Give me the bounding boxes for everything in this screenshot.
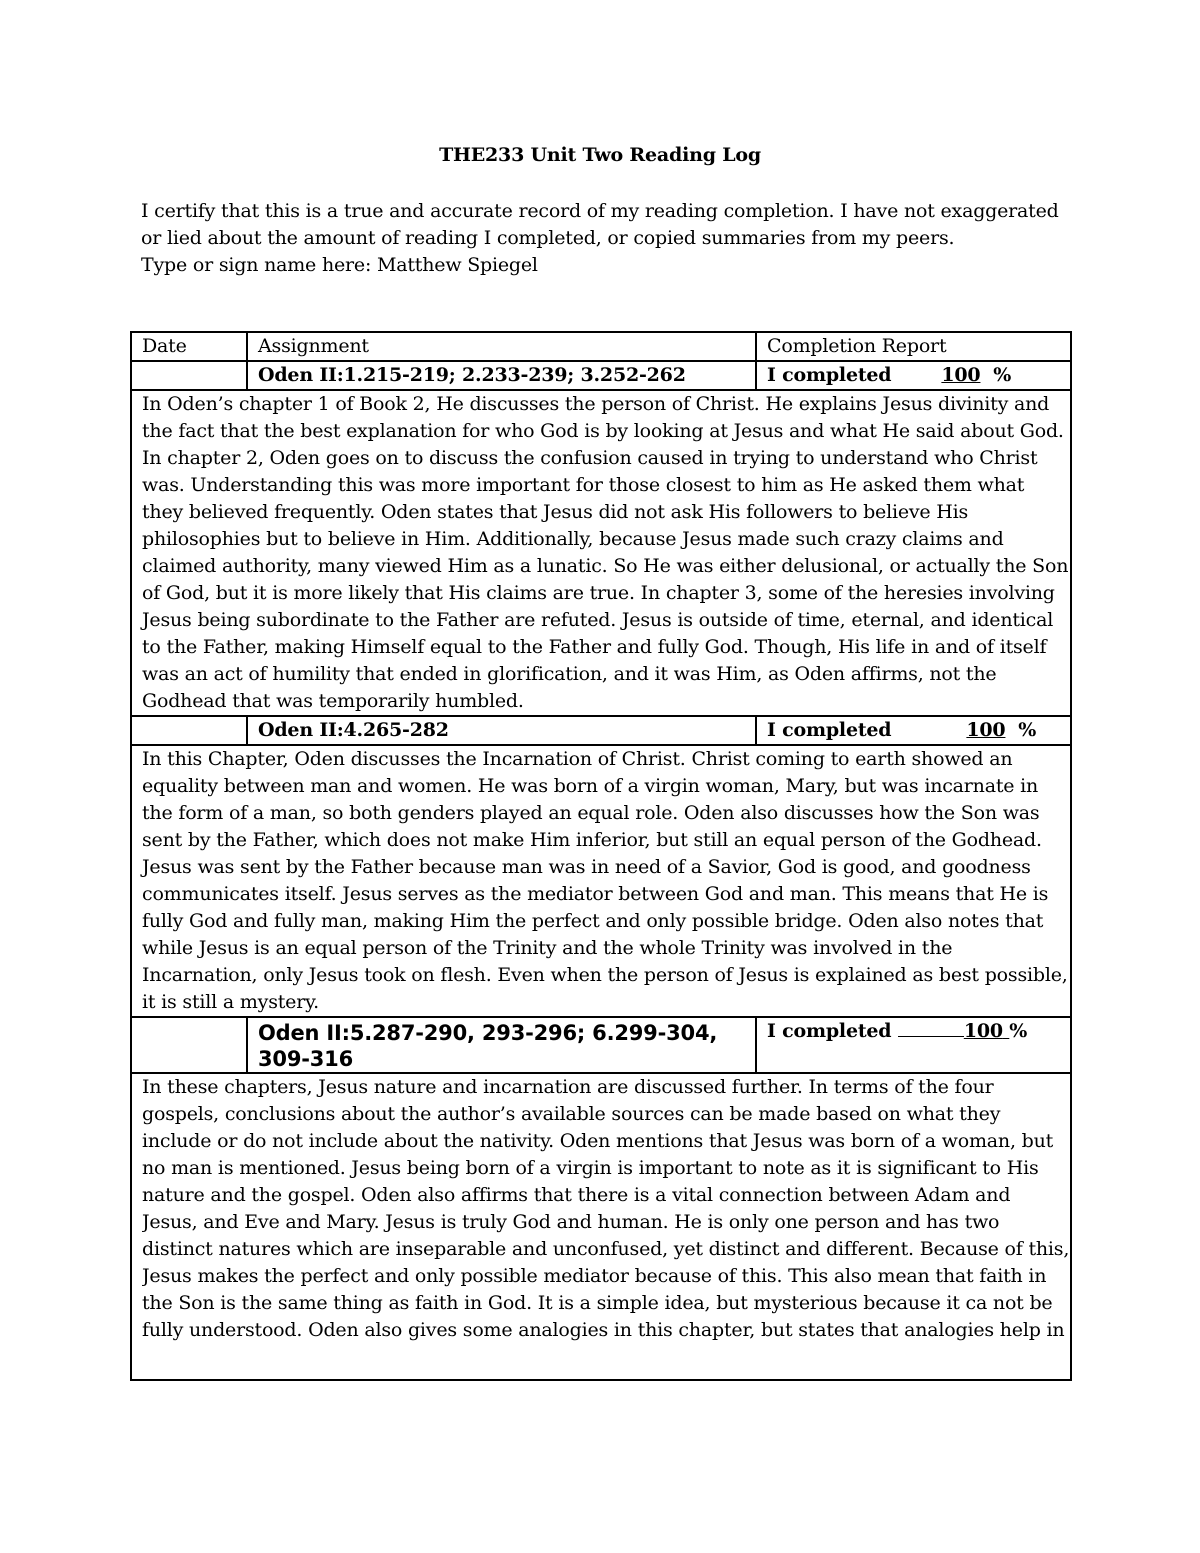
completed-label: I completed xyxy=(767,364,892,386)
entry-date xyxy=(131,716,247,745)
entry-summary: In this Chapter, Oden discusses the Incarnation of Christ. Christ coming to earth showed an equality between man and women. He was born of a virgin woman, Mary, but was incarnate in the form of a man, so both genders played an equal role. Oden also discusses how the Son was sent by the Father, which does not make Him inferior, but still an equal person of the Godhead. Jesus was sent by the Father because man was in need of a Savior, God is good, and goodness communicates itself. Jesus serves as the mediator between God and man. This means that He is fully God and fully man, making Him the perfect and only possible bridge. Oden also notes that while Jesus is an equal person of the Trinity and the whole Trinity was involved in the Incarnation, only Jesus took on flesh. Even when the person of Jesus is explained as best possible, it is still a mystery. xyxy=(131,745,1071,1017)
header-completion-report: Completion Report xyxy=(756,332,1071,361)
entry-assignment: Oden II:4.265-282 xyxy=(247,716,756,745)
percent-sign: % xyxy=(1018,719,1037,741)
table-row xyxy=(131,716,1071,745)
table-row xyxy=(131,361,1071,390)
table-row xyxy=(131,745,1071,1017)
table-row xyxy=(131,1073,1071,1380)
entry-assignment: Oden II:1.215-219; 2.233-239; 3.252-262 xyxy=(247,361,756,390)
header-date: Date xyxy=(131,332,247,361)
reading-log-table xyxy=(130,331,1072,1381)
blank-line xyxy=(898,1020,964,1037)
signature-line: Type or sign name here: Matthew Spiegel xyxy=(141,254,538,276)
header-assignment: Assignment xyxy=(247,332,756,361)
entry-summary-cell xyxy=(131,1073,1071,1380)
entry-summary: In Oden’s chapter 1 of Book 2, He discusses the person of Christ. He explains Jesus divinity and the fact that the best explanation for who God is by looking at Jesus and what He said about God. In chapter 2, Oden goes on to discuss the confusion caused in trying to understand who Christ was. Understanding this was more important for those closest to him as He asked them what they believed frequently. Oden states that Jesus did not ask His followers to believe His philosophies but to believe in Him. Additionally, because Jesus made such crazy claims and claimed authority, many viewed Him as a lunatic. So He was either delusional, or actually the Son of God, but it is more likely that His claims are true. In chapter 3, some of the heresies involving Jesus being subordinate to the Father are refuted. Jesus is outside of time, eternal, and identical to the Father, making Himself equal to the Father and fully God. Though, His life in and of itself was an act of humility that ended in glorification, and it was Him, as Oden affirms, not the Godhead that was temporarily humbled. xyxy=(131,390,1071,716)
table-row xyxy=(131,1017,1071,1073)
entry-assignment: Oden II:5.287-290, 293-296; 6.299-304, 309-316 xyxy=(247,1017,756,1073)
certification-statement xyxy=(141,198,1071,279)
percent-sign: % xyxy=(1009,1020,1028,1042)
table-header-row xyxy=(131,332,1071,361)
entry-date xyxy=(131,361,247,390)
completion-percent: 100 xyxy=(963,1020,1003,1042)
percent-sign: % xyxy=(993,364,1012,386)
entry-summary: In these chapters, Jesus nature and incarnation are discussed further. In terms of the four gospels, conclusions about the author’s available sources can be made based on what they include or do not include about the nativity. Oden mentions that Jesus was born of a woman, but no man is mentioned. Jesus being born of a virgin is important to note as it is significant to His nature and the gospel. Oden also affirms that there is a vital connection between Adam and Jesus, and Eve and Mary. Jesus is truly God and human. He is only one person and has two distinct natures which are inseparable and unconfused, yet distinct and different. Because of this, Jesus makes the perfect and only possible mediator because of this. This also mean that faith in the Son is the same thing as faith in God. It is a simple idea, but mysterious because it ca not be fully understood. Oden also gives some analogies in this chapter, but states that analogies help in xyxy=(142,1076,1070,1341)
entry-date xyxy=(131,1017,247,1073)
table-row xyxy=(131,390,1071,716)
completion-percent: 100 xyxy=(941,364,981,386)
completed-label: I completed xyxy=(767,1020,892,1042)
certification-text: I certify that this is a true and accurate record of my reading completion. I have not exaggerated or lied about the amount of reading I completed, or copied summaries from my peers. xyxy=(141,200,1059,249)
completed-label: I completed xyxy=(767,719,892,741)
entry-completion xyxy=(756,1017,1071,1073)
entry-completion xyxy=(756,716,1071,745)
page-title: THE233 Unit Two Reading Log xyxy=(439,144,761,166)
completion-percent: 100 xyxy=(966,719,1006,741)
entry-completion xyxy=(756,361,1071,390)
